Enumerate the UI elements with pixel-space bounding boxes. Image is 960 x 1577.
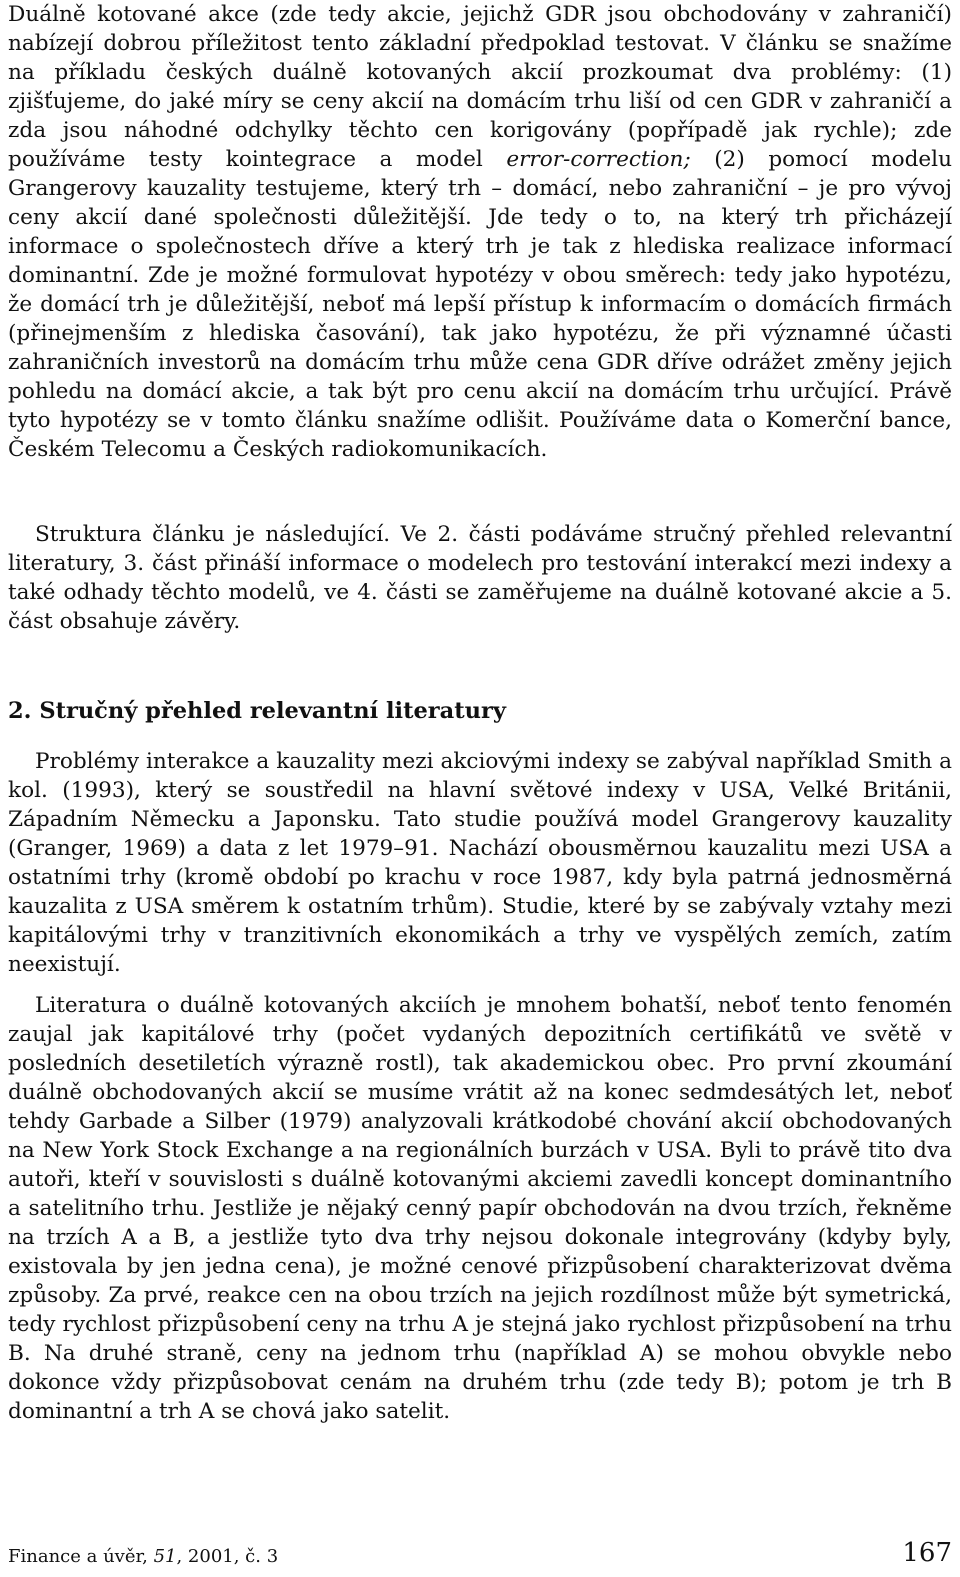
- literature-paragraph-1: Problémy interakce a kauzality mezi akciovými indexy se zabýval například Smith a kol. (1993), který se soustředil na hlavní světové indexy v USA, Velké Británii, Západním Německu a Japonsku. Tato studie používá model Grangerovy kauzality (Granger, 1969) a data z let 1979–91. Nachází obousměrnou kauzalitu mezi USA a ostatními trhy (kromě období po krachu v roce 1987, kdy byla patrná jednosměrná kauzalita z USA směrem k ostatním trhům). Studie, které by se zabývaly vztahy mezi kapitálovými trhy v tranzitivních ekonomikách a trhy ve vyspělých zemích, zatím neexistují.: [8, 749, 952, 977]
- intro-paragraph-2: Struktura článku je následující. Ve 2. části podáváme stručný přehled relevantní literatury, 3. část přináší informace o modelech pro testování interakcí mezi indexy a také odhady těchto modelů, ve 4. části se zaměřujeme na duálně kotované akcie a 5. část obsahuje závěry.: [8, 522, 952, 634]
- footer-volume: 51: [153, 1546, 177, 1567]
- footer-year-issue: , 2001, č. 3: [176, 1546, 279, 1567]
- literature-paragraph-2: Literatura o duálně kotovaných akciích je mnohem bohatší, neboť tento fenomén zaujal jak kapitálové trhy (počet vydaných depozitních certifikátů ve světě v posledních desetiletích výrazně rostl), tak akademickou obec. Pro první zkoumání duálně obchodovaných akcií se musíme vrátit až na konec sedmdesátých let, neboť tehdy Garbade a Silber (1979) analyzovali krátkodobé chování akcií obchodovaných na New York Stock Exchange a na regionálních burzách v USA. Byli to právě tito dva autoři, kteří v souvislosti s duálně kotovanými akciemi zavedli koncept dominantního a satelitního trhu. Jestliže je nějaký cenný papír obchodován na dvou trzích, řekněme na trzích A a B, a jestliže tyto dva trhy nejsou dokonale integrovány (kdyby byly, existovala by jen jedna cena), je možné cenové přizpůsobení charakterizovat dvěma způsoby. Za prvé, reakce cen na obou trzích na jejich rozdílnost může být symetrická, tedy rychlost přizpůsobení ceny na trhu A je stejná jako rychlost přizpůsobení na trhu B. Na druhé straně, ceny na jednom trhu (například A) se mohou obvykle nebo dokonce vždy přizpůsobovat cenám na druhém trhu (zde tedy B); potom je trh B dominantní a trh A se chová jako satelit.: [8, 993, 952, 1424]
- section-heading: 2. Stručný přehled relevantní literatury: [8, 698, 506, 724]
- intro-paragraph-1-text-b: (2) pomocí modelu Grangerovy kauzality testujeme, který trh – domácí, nebo zahraniční – je pro vývoj ceny akcií dané společnosti důležitější. Jde tedy o to, na který trh přicházejí informace o společnostech dříve a který trh je tak z hlediska realizace informací dominantní. Zde je možné formulovat hypotézy v obou směrech: tedy jako hypotézu, že domácí trh je důležitější, neboť má lepší přístup k informacím o domácích firmách (přinejmenším z hlediska časování), tak jako hypotézu, že při významné účasti zahraničních investorů na domácím trhu může cena GDR dříve odrážet změny jejich pohledu na domácí akcie, a tak být pro cenu akcií na domácím trhu určující. Právě tyto hypotézy se v tomto článku snažíme odlišit. Používáme data o Komerční bance, Českém Telecomu a Českých radiokomunikacích.: [8, 147, 952, 462]
- page-number: 167: [902, 1538, 952, 1568]
- footer-journal-name: Finance a úvěr,: [8, 1546, 154, 1567]
- page-footer: [8, 1540, 952, 1570]
- footer-journal-citation: [8, 1546, 278, 1567]
- intro-paragraph-1: [8, 0, 952, 464]
- intro-paragraph-1-text-a: Duálně kotované akce (zde tedy akcie, jejichž GDR jsou obchodovány v zahraničí) nabízejí dobrou příležitost tento základní předpoklad testovat. V článku se snažíme na příkladu českých duálně kotovaných akcií prozkoumat dva problémy: (1) zjišťujeme, do jaké míry se ceny akcií na domácím trhu liší od cen GDR v zahraničí a zda jsou náhodné odchylky těchto cen korigovány (popřípadě jak rychle); zde používáme testy kointegrace a model: [8, 2, 952, 172]
- intro-paragraph-1-italic-term: error-correction;: [506, 147, 691, 172]
